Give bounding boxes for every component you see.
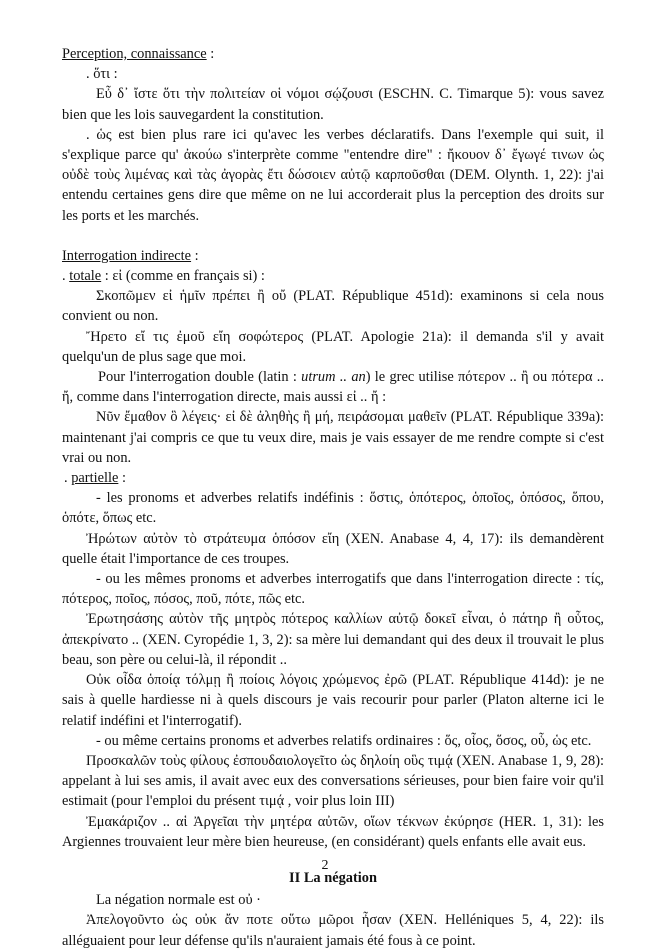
section-gap [62, 226, 604, 246]
section-title-interrogation-suffix: : [191, 247, 199, 264]
perception-paragraph-2: . ὡς est bien plus rare ici qu'avec les verbes déclaratifs. Dans l'exemple qui suit, il s'explique parce qu' ἀκούω s'interprète comme "entendre dire" : ἤκουον δ᾽ ἔγωγέ τινων ὡς οὐδὲ τοὺς λιμένας καὶ τὰς ἀγορὰς ἔτι δώσοιεν αὐτῷ καρποῦσθαι (DEM. Olynth. 1, 22): j'ai entendu certaines gens dire que même on ne lui accorderait plus la perception des droits sur les ports et les marchés. [62, 126, 604, 224]
section-title-perception [62, 44, 604, 64]
section-heading-negation: II La négation [289, 869, 377, 886]
p3-before: Pour l'interrogation double (latin : [98, 369, 302, 386]
negation-paragraph-1: La négation normale est οὐ · [96, 892, 261, 909]
interrogation-paragraph-5: - les pronoms et adverbes relatifs indéfinis : ὅστις, ὁπότερος, ὁποῖος, ὁπόσος, ὅπου, ὁπότε, ὅπως etc. [62, 490, 604, 527]
partielle-label: partielle [71, 470, 119, 487]
partielle-prefix: . [64, 470, 72, 487]
p3-after: ) le grec utilise πότερον .. ἢ ou πότερα .. ἤ, comme dans l'interrogation directe, mais aussi εἰ .. ἤ : [62, 369, 604, 406]
interrogation-paragraph-1: Σκοπῶμεν εἰ ἡμῖν πρέπει ἢ οὔ (PLAT. République 451d): examinons si cela nous convient ou non. [62, 288, 604, 325]
partielle-line [62, 468, 604, 488]
section-title-interrogation-text: Interrogation indirecte [62, 247, 192, 264]
section-title-perception-suffix: : [206, 46, 215, 62]
negation-paragraph-2: Ἀπελογοῦντο ὡς οὐκ ἄν ποτε οὕτω μῶροι ἦσαν (XEN. Helléniques 5, 4, 22): ils alléguaient pour leur défense qu'ils n'auraient jamais été fous à ce point. [62, 912, 604, 949]
interrogation-paragraph-4: Νῦν ἔμαθον ὃ λέγεις· εἰ δὲ ἀληθὴς ἢ μή, πειράσομαι μαθεῖν (PLAT. République 339a): maintenant j'ai compris ce que tu veux dire, mais je vais essayer de me rendre compte si c'est vrai ou non. [62, 409, 604, 466]
partielle-rest: : [118, 470, 126, 487]
totale-prefix: . [62, 268, 70, 285]
interrogation-paragraph-10: - ou même certains pronoms et adverbes relatifs ordinaires : ὅς, οἷος, ὅσος, οὗ, ὡς etc. [96, 732, 592, 749]
page-number: 2 [321, 858, 329, 873]
interrogation-paragraph-12: Ἐμακάριζον .. αἱ Ἀργεῖαι τὴν μητέρα αὐτῶν, οἵων τέκνων ἐκύρησε (HER. 1, 31): les Argiennes trouvaient leur mère bien heureuse, (en considérant) quels enfants elle avait eus. [62, 813, 604, 850]
perception-paragraph-1: Εὖ δ᾽ ἴστε ὅτι τὴν πολιτείαν οἱ νόμοι σῴζουσι (ESCHN. C. Timarque 5): vous savez bien que les lois sauvegardent la constitution. [62, 86, 604, 123]
p3-italic: utrum .. an [301, 369, 366, 386]
totale-line [62, 266, 604, 286]
interrogation-paragraph-11: Προσκαλῶν τοὺς φίλους ἐσπουδαιολογεῖτο ὡς δηλοίη οὓς τιμᾴ (XEN. Anabase 1, 9, 28): appelant à lui ses amis, il avait avec eux des conversations sérieuses, pour bien faire voir qu'il estimait (pour l'emploi du présent τιμᾴ , voir plus loin III) [62, 752, 604, 810]
hoti-label: . ὅτι : [86, 66, 118, 83]
interrogation-paragraph-2: Ἤρετο εἴ τις ἐμοῦ εἴη σοφώτερος (PLAT. Apologie 21a): il demanda s'il y avait quelqu'un de plus sage que moi. [62, 328, 604, 365]
interrogation-paragraph-9: Οὐκ οἶδα ὁποίᾳ τόλμῃ ἢ ποίοις λόγοις χρώμενος ἐρῶ (PLAT. République 414d): je ne sais à quelle hardiesse ni à quels discours je vais recourir pour parler (Platon alterne ici le relatif indéfini et l'interrogatif). [62, 672, 604, 729]
interrogation-paragraph-7: - ou les mêmes pronoms et adverbes interrogatifs que dans l'interrogation directe : τίς, πότερος, ποῖος, πόσος, ποῦ, πότε, πῶς etc. [62, 571, 604, 608]
interrogation-paragraph-6: Ἠρώτων αὐτὸν τὸ στράτευμα ὁπόσον εἴη (XEN. Anabase 4, 4, 17): ils demandèrent quelle était l'importance de ces troupes. [62, 530, 604, 567]
totale-rest: : εἰ (comme en français si) : [101, 268, 265, 285]
interrogation-paragraph-8: Ἐρωτησάσης αὐτὸν τῆς μητρὸς πότερος καλλίων αὐτῷ δοκεῖ εἶναι, ὁ πάτηρ ἢ οὗτος, ἀπεκρίνατο .. (XEN. Cyropédie 1, 3, 2): sa mère lui demandant qui des deux il trouvait le plus beau, son père ou celui-là, il répondit .. [62, 611, 604, 668]
section-title-perception-text: Perception, connaissance [62, 46, 207, 62]
interrogation-paragraph-3 [62, 367, 604, 407]
totale-label: totale [69, 268, 102, 285]
section-title-interrogation [62, 246, 604, 266]
